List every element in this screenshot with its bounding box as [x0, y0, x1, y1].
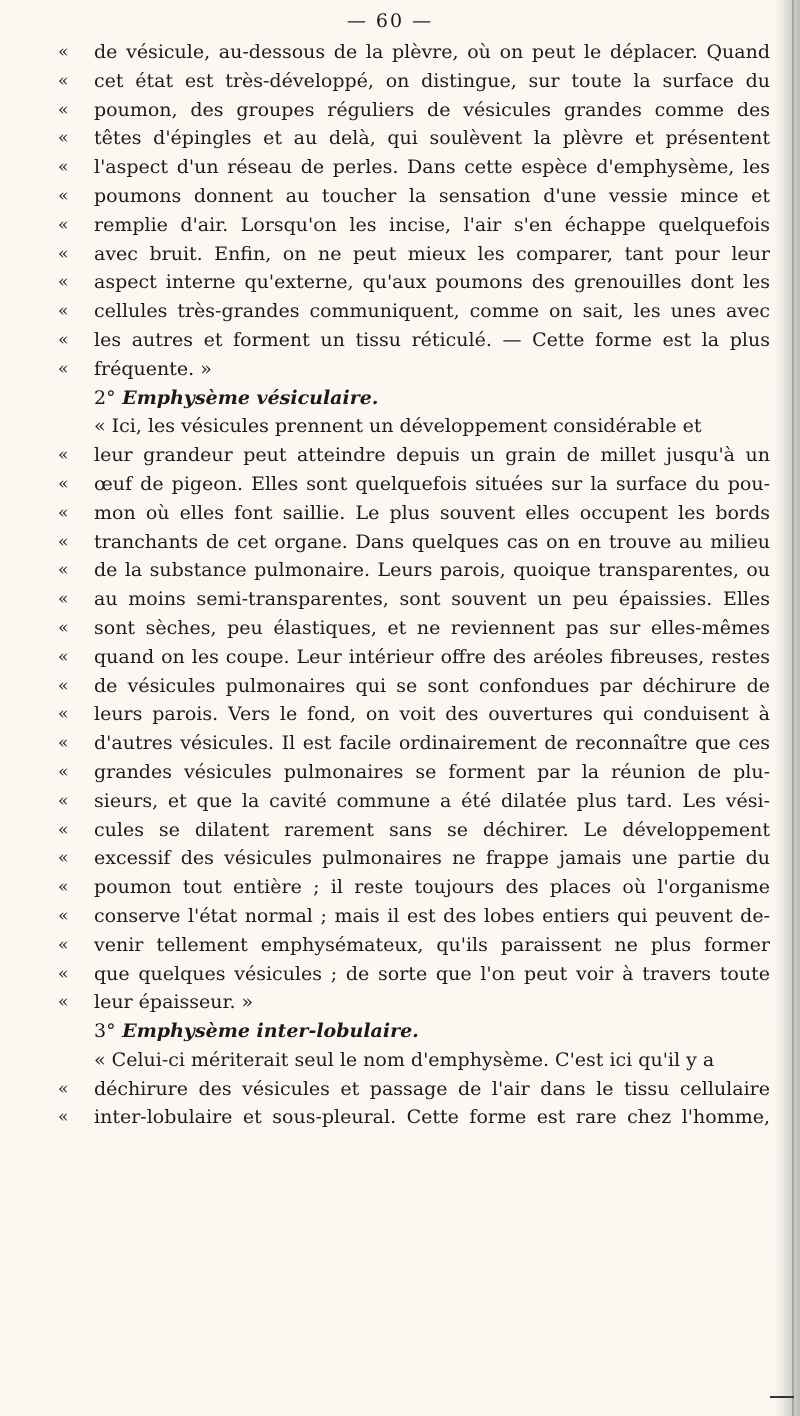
- paragraph-2-first-line: « Ici, les vésicules prennent un développement considérable et: [94, 415, 702, 438]
- quote-mark: «: [58, 819, 69, 840]
- text-line: [58, 614, 770, 643]
- quote-mark: «: [58, 589, 69, 610]
- line-text: cet état est très-développé, on distingue, sur toute la surface du: [94, 69, 770, 92]
- text-line: [58, 1075, 770, 1104]
- quote-mark: «: [58, 1107, 69, 1128]
- heading-number: 2°: [94, 386, 116, 409]
- quote-mark: «: [58, 358, 69, 379]
- line-text: leur grandeur peut atteindre depuis un grain de millet jusqu'à un: [94, 444, 770, 467]
- quote-mark: «: [58, 617, 69, 638]
- quote-mark: «: [58, 934, 69, 955]
- text-line: [58, 1103, 770, 1132]
- text-line: [58, 902, 770, 931]
- line-text: aspect interne qu'externe, qu'aux poumons des grenouilles dont les: [94, 271, 770, 294]
- quote-mark: «: [58, 733, 69, 754]
- line-text: poumon, des groupes réguliers de vésicules grandes comme des: [94, 98, 770, 121]
- text-line: [58, 960, 770, 989]
- quote-mark: «: [58, 877, 69, 898]
- text-line: [58, 816, 770, 845]
- text-line: [58, 931, 770, 960]
- line-text: conserve l'état normal ; mais il est des lobes entiers qui peuvent de-: [94, 904, 770, 927]
- line-text: l'aspect d'un réseau de perles. Dans cette espèce d'emphysème, les: [94, 156, 770, 179]
- line-text: que quelques vésicules ; de sorte que l'on peut voir à travers toute: [94, 962, 770, 985]
- line-text: poumons donnent au toucher la sensation d'une vessie mince et: [94, 184, 770, 207]
- line-text: remplie d'air. Lorsqu'on les incise, l'air s'en échappe quelquefois: [94, 213, 770, 236]
- text-line: [58, 441, 770, 470]
- line-text: d'autres vésicules. Il est facile ordinairement de reconnaître que ces: [94, 732, 770, 755]
- text-body: [58, 38, 770, 1132]
- quote-mark: «: [58, 99, 69, 120]
- quote-mark: «: [58, 848, 69, 869]
- quote-mark: «: [58, 185, 69, 206]
- quote-mark: «: [58, 502, 69, 523]
- text-line: [58, 297, 770, 326]
- line-text: cules se dilatent rarement sans se déchirer. Le développement: [94, 818, 770, 841]
- quote-mark: «: [58, 963, 69, 984]
- text-line: [58, 643, 770, 672]
- line-text: grandes vésicules pulmonaires se forment par la réunion de plu-: [94, 760, 770, 783]
- quote-mark: «: [58, 128, 69, 149]
- text-line: [58, 268, 770, 297]
- quote-mark: «: [58, 1078, 69, 1099]
- line-text: tranchants de cet organe. Dans quelques cas on en trouve au milieu: [94, 530, 770, 553]
- line-text: poumon tout entière ; il reste toujours des places où l'organisme: [94, 876, 770, 899]
- text-line: [58, 729, 770, 758]
- text-line: [58, 873, 770, 902]
- quote-mark: «: [58, 675, 69, 696]
- quote-mark: «: [58, 473, 69, 494]
- paragraph-1: [58, 38, 770, 384]
- line-text: sieurs, et que la cavité commune a été dilatée plus tard. Les vési-: [94, 789, 770, 812]
- line-text: excessif des vésicules pulmonaires ne frappe jamais une partie du: [94, 847, 770, 870]
- heading-emphyseme-vesiculaire: [58, 384, 770, 413]
- text-line: [58, 355, 770, 384]
- quote-mark: «: [58, 157, 69, 178]
- heading-number: 3°: [94, 1020, 116, 1043]
- quote-mark: «: [58, 329, 69, 350]
- quote-mark: «: [58, 992, 69, 1013]
- text-line: [58, 787, 770, 816]
- text-line: [58, 211, 770, 240]
- line-text: les autres et forment un tissu réticulé. — Cette forme est la plus: [94, 328, 770, 351]
- quote-mark: «: [58, 531, 69, 552]
- heading-title: Emphysème inter-lobulaire.: [122, 1020, 419, 1043]
- heading-title: Emphysème vésiculaire.: [122, 386, 379, 409]
- text-line: [58, 67, 770, 96]
- line-text: inter-lobulaire et sous-pleural. Cette forme est rare chez l'homme,: [94, 1106, 770, 1129]
- paragraph-3-first-line: « Celui-ci mériterait seul le nom d'emphysème. C'est ici qu'il y a: [94, 1048, 715, 1071]
- line-text: de vésicules pulmonaires qui se sont confondues par déchirure de: [94, 674, 770, 697]
- text-line: [58, 38, 770, 67]
- page-edge-line: [792, 0, 794, 1416]
- text-line: [58, 988, 770, 1017]
- text-line: [58, 556, 770, 585]
- text-line: [58, 844, 770, 873]
- paragraph-3: [58, 1075, 770, 1133]
- quote-mark: «: [58, 646, 69, 667]
- text-line: [58, 700, 770, 729]
- text-line: [58, 758, 770, 787]
- line-text: quand on les coupe. Leur intérieur offre des aréoles fibreuses, restes: [94, 645, 770, 668]
- quote-mark: «: [58, 42, 69, 62]
- line-text: fréquente. »: [94, 357, 212, 380]
- corner-mark: [770, 1396, 794, 1398]
- line-text: déchirure des vésicules et passage de l'air dans le tissu cellulaire: [94, 1077, 770, 1100]
- quote-mark: «: [58, 761, 69, 782]
- page-number: — 60 —: [346, 10, 434, 32]
- text-line: [58, 96, 770, 125]
- text-line: [58, 499, 770, 528]
- text-line: [58, 153, 770, 182]
- text-line: [58, 124, 770, 153]
- text-line: [58, 470, 770, 499]
- quote-mark: «: [58, 560, 69, 581]
- text-line: [58, 528, 770, 557]
- quote-mark: «: [58, 905, 69, 926]
- page-edge-shadow: [774, 0, 800, 1416]
- line-text: cellules très-grandes communiquent, comme on sait, les unes avec: [94, 300, 770, 323]
- line-text: leurs parois. Vers le fond, on voit des ouvertures qui conduisent à: [94, 703, 770, 726]
- quote-mark: «: [58, 445, 69, 466]
- text-line: [58, 672, 770, 701]
- line-text: sont sèches, peu élastiques, et ne reviennent pas sur elles-mêmes: [94, 616, 770, 639]
- line-text: mon où elles font saillie. Le plus souvent elles occupent les bords: [94, 501, 770, 524]
- quote-mark: «: [58, 70, 69, 91]
- quote-mark: «: [58, 243, 69, 264]
- quote-mark: «: [58, 214, 69, 235]
- line-text: au moins semi-transparentes, sont souvent un peu épaissies. Elles: [94, 588, 770, 611]
- line-text: venir tellement emphysémateux, qu'ils paraissent ne plus former: [94, 933, 770, 956]
- heading-emphyseme-inter-lobulaire: [58, 1017, 770, 1046]
- line-text: de vésicule, au-dessous de la plèvre, où on peut le déplacer. Quand: [94, 41, 770, 63]
- line-text: de la substance pulmonaire. Leurs parois, quoique transparentes, ou: [94, 559, 770, 582]
- line-text: œuf de pigeon. Elles sont quelquefois situées sur la surface du pou-: [94, 472, 770, 495]
- line-text: leur épaisseur. »: [94, 991, 254, 1014]
- paragraph-2: [58, 441, 770, 1017]
- text-line: [58, 182, 770, 211]
- quote-mark: «: [58, 272, 69, 293]
- text-line: [58, 585, 770, 614]
- line-text: avec bruit. Enfin, on ne peut mieux les comparer, tant pour leur: [94, 242, 770, 265]
- quote-mark: «: [58, 790, 69, 811]
- text-line: [58, 326, 770, 355]
- quote-mark: «: [58, 704, 69, 725]
- quote-mark: «: [58, 301, 69, 322]
- text-line: [58, 240, 770, 269]
- line-text: têtes d'épingles et au delà, qui soulèvent la plèvre et présentent: [94, 127, 770, 150]
